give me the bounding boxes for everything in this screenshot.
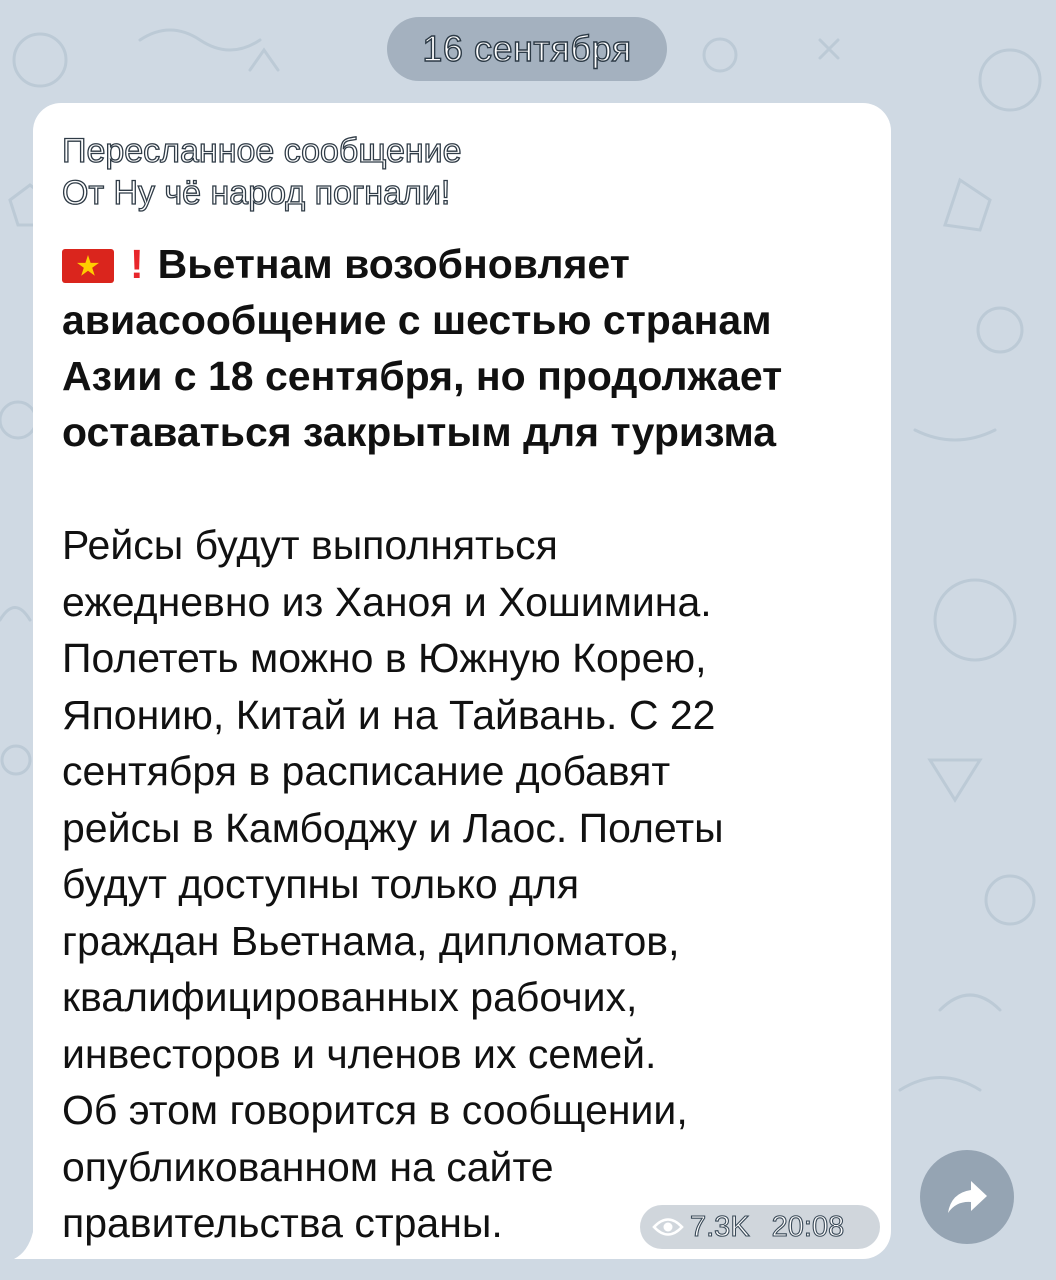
message-headline — [62, 236, 877, 460]
body-line: правительства страны. — [62, 1200, 503, 1246]
forwarded-from[interactable]: От Ну чё народ погнали! — [62, 174, 451, 212]
body-line: ежедневно из Ханоя и Хошимина. — [62, 578, 712, 625]
body-line: сентября в расписание добавят — [62, 748, 671, 794]
date-divider-label: 16 сентября — [422, 28, 632, 69]
headline-line: оставаться закрытым для туризма — [62, 409, 777, 455]
red-exclamation-icon: ! — [130, 241, 144, 287]
views-count: 7.3K — [690, 1210, 750, 1243]
body-line: Рейсы будут выполняться — [62, 522, 558, 568]
body-line: Об этом говорится в сообщении, — [62, 1087, 688, 1133]
body-line: граждан Вьетнама, дипломатов, — [62, 917, 680, 964]
body-line: Полететь можно в Южную Корею, — [62, 635, 707, 681]
vietnam-flag-icon — [62, 249, 114, 283]
headline-line: авиасообщение с шестью странам — [62, 297, 772, 343]
body-line: опубликованном на сайте — [62, 1143, 554, 1190]
message-meta — [640, 1205, 880, 1249]
body-line: будут доступны только для — [62, 861, 580, 907]
date-divider — [387, 17, 667, 81]
body-line: инвесторов и членов их семей. — [62, 1030, 657, 1077]
headline-text: Вьетнам возобновляет — [157, 241, 630, 287]
forwarded-label: Пересланное сообщение — [62, 132, 462, 170]
eye-icon — [652, 1216, 684, 1238]
body-line: рейсы в Камбоджу и Лаос. Полеты — [62, 804, 724, 851]
message-body — [62, 517, 877, 1252]
body-line: Японию, Китай и на Тайвань. С 22 — [62, 691, 716, 738]
headline-line — [62, 236, 877, 292]
message-time: 20:08 — [771, 1210, 845, 1243]
body-line: квалифицированных рабочих, — [62, 974, 638, 1020]
share-button[interactable] — [920, 1150, 1014, 1244]
share-arrow-icon — [944, 1177, 990, 1217]
forwarded-header[interactable] — [62, 130, 862, 214]
headline-line: Азии с 18 сентября, но продолжает — [62, 353, 783, 399]
